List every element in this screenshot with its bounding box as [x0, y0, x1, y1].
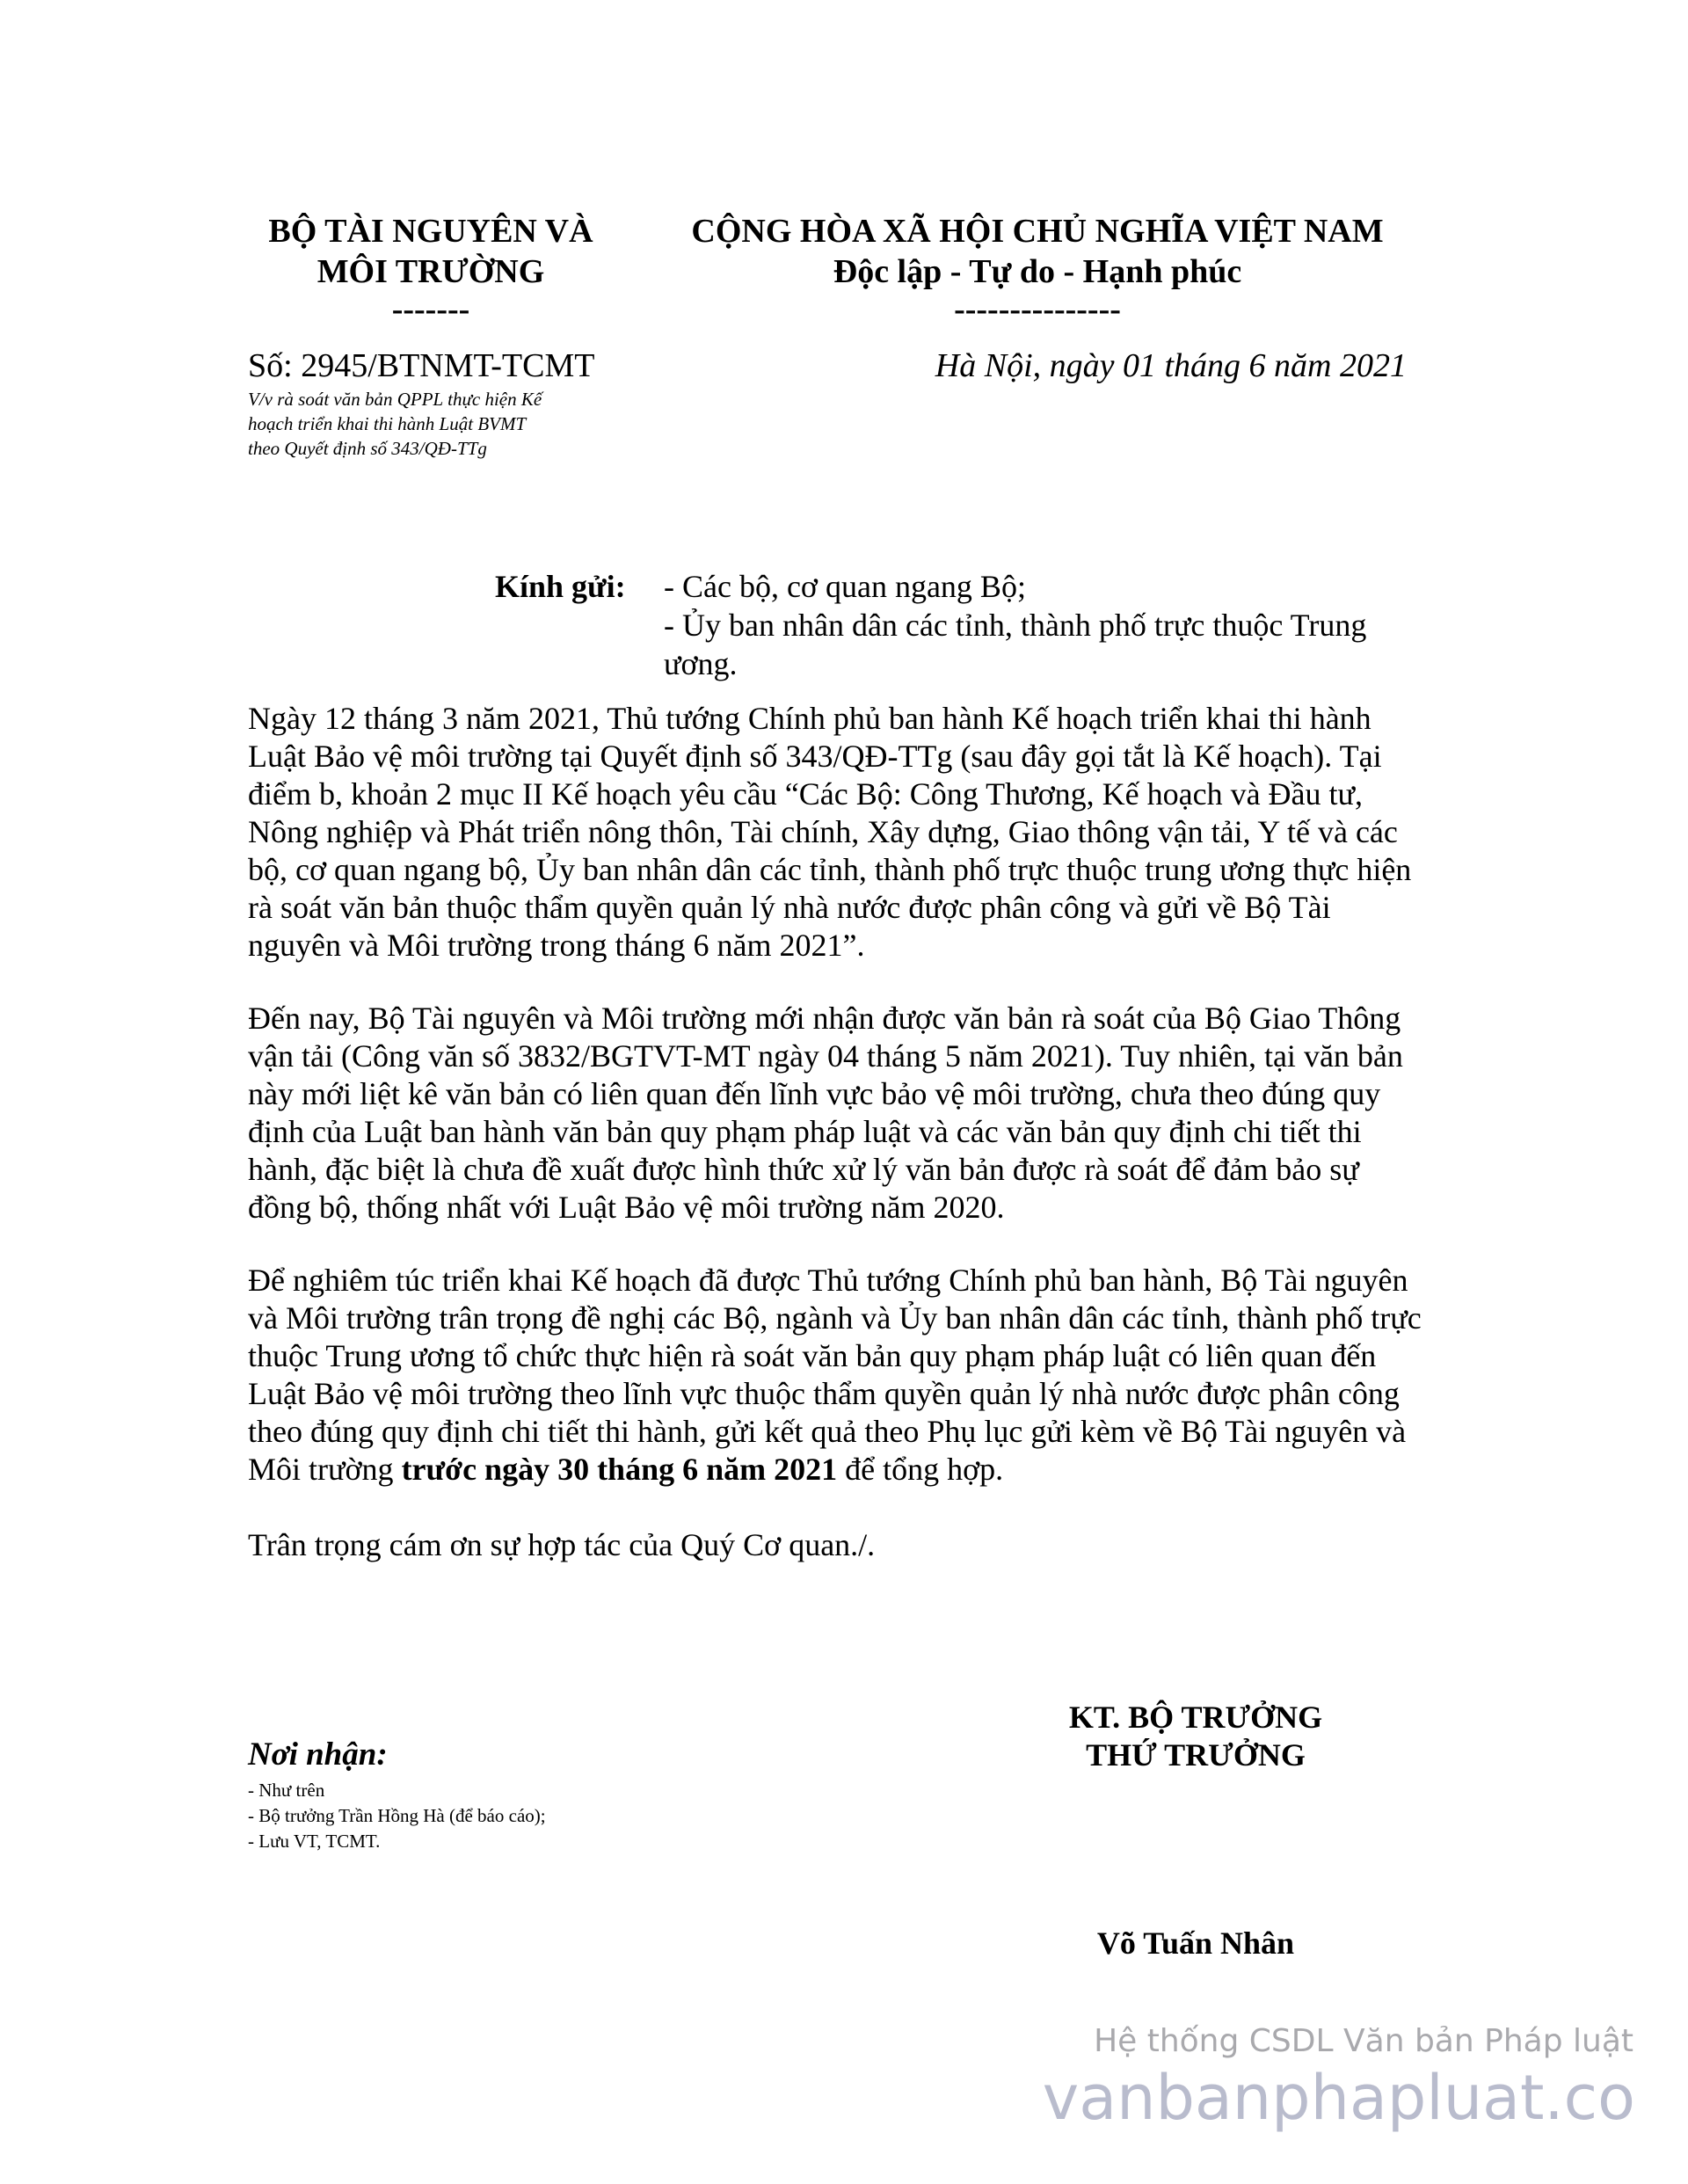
document-subject: [248, 387, 626, 461]
recipients-label: Kính gửi:: [495, 569, 626, 604]
recipients-list: [664, 567, 1420, 683]
distribution-item: - Như trên: [248, 1780, 325, 1801]
recipient-item: - Các bộ, cơ quan ngang Bộ;: [664, 569, 1026, 604]
document-number: Số: 2945/BTNMT-TCMT: [248, 347, 595, 384]
org-name-line2: MÔI TRƯỜNG: [316, 253, 545, 290]
deadline-emphasis: trước ngày 30 tháng 6 năm 2021: [401, 1452, 838, 1487]
signer-authority: KT. BỘ TRƯỞNG: [1068, 1700, 1323, 1735]
distribution-item: - Bộ trưởng Trần Hồng Hà (để báo cáo);: [248, 1805, 546, 1826]
place-date: Hà Nội, ngày 01 tháng 6 năm 2021: [935, 347, 1407, 384]
paragraph-text: Để nghiêm túc triển khai Kế hoạch đã được Thủ tướng Chính phủ ban hành, Bộ Tài nguyên và Môi trường trân trọng đề nghị các Bộ, ngành và Ủy ban nhân dân các tỉnh, thành phố trực thuộc Trung ương tổ chức thực hiện rà soát văn bản quy phạm pháp luật có liên quan đến Luật Bảo vệ môi trường theo lĩnh vực thuộc thẩm quyền quản lý nhà nước được phân công theo đúng quy định chi tiết thi hành, gửi kết quả theo Phụ lục gửi kèm về Bộ Tài nguyên và Môi trường: [248, 1263, 1422, 1487]
org-name-line1: BỘ TÀI NGUYÊN VÀ: [268, 213, 593, 250]
distribution-label: Nơi nhận:: [248, 1736, 388, 1773]
watermark-caption: Hệ thống CSDL Văn bản Pháp luật: [1094, 2023, 1633, 2059]
body-paragraph-1: Ngày 12 tháng 3 năm 2021, Thủ tướng Chính phủ ban hành Kế hoạch triển khai thi hành Luật Bảo vệ môi trường tại Quyết định số 343/QĐ-TTg (sau đây gọi tắt là Kế hoạch). Tại điểm b, khoản 2 mục II Kế hoạch yêu cầu “Các Bộ: Công Thương, Kế hoạch và Đầu tư, Nông nghiệp và Phát triển nông thôn, Tài chính, Xây dựng, Giao thông vận tải, Y tế và các bộ, cơ quan ngang bộ, Ủy ban nhân dân các tỉnh, thành phố trực thuộc trung ương thực hiện rà soát văn bản thuộc thẩm quyền quản lý nhà nước được phân công và gửi về Bộ Tài nguyên và Môi trường trong tháng 6 năm 2021”.: [248, 701, 1412, 963]
subject-line: theo Quyết định số 343/QĐ-TTg: [248, 438, 487, 459]
body-paragraph-2: Đến nay, Bộ Tài nguyên và Môi trường mới nhận được văn bản rà soát của Bộ Giao Thông vận tải (Công văn số 3832/BGTVT-MT ngày 04 tháng 5 năm 2021). Tuy nhiên, tại văn bản này mới liệt kê văn bản có liên quan đến lĩnh vực bảo vệ môi trường, chưa theo đúng quy định của Luật ban hành văn bản quy phạm pháp luật và các văn bản quy định chi tiết thi hành, đặc biệt là chưa đề xuất được hình thức xử lý văn bản được rà soát để đảm bảo sự đồng bộ, thống nhất với Luật Bảo vệ môi trường năm 2020.: [248, 1001, 1403, 1225]
issuing-organization: [229, 211, 633, 327]
subject-line: V/v rà soát văn bản QPPL thực hiện Kế: [248, 389, 542, 410]
distribution-item: - Lưu VT, TCMT.: [248, 1831, 381, 1852]
national-header: [615, 211, 1459, 327]
signer-position: THỨ TRƯỞNG: [1086, 1737, 1306, 1773]
org-divider: -------: [391, 291, 470, 328]
signer-name: Võ Tuấn Nhân: [1096, 1926, 1295, 1961]
nation-motto: Độc lập - Tự do - Hạnh phúc: [833, 253, 1242, 290]
body-paragraph-3: [248, 1262, 1426, 1489]
signature-title: [932, 1699, 1459, 1774]
watermark-site: vanbanphapluat.co: [1042, 2062, 1635, 2134]
paragraph-text: để tổng hợp.: [837, 1452, 1004, 1487]
subject-line: hoạch triển khai thi hành Luật BVMT: [248, 413, 527, 434]
nation-name: CỘNG HÒA XÃ HỘI CHỦ NGHĨA VIỆT NAM: [691, 213, 1384, 250]
recipient-item: - Ủy ban nhân dân các tỉnh, thành phố trực thuộc Trung ương.: [664, 608, 1367, 681]
nation-divider: ---------------: [954, 291, 1121, 328]
body-paragraph-closing: Trân trọng cám ơn sự hợp tác của Quý Cơ quan./.: [248, 1527, 876, 1562]
distribution-list: [248, 1778, 775, 1854]
